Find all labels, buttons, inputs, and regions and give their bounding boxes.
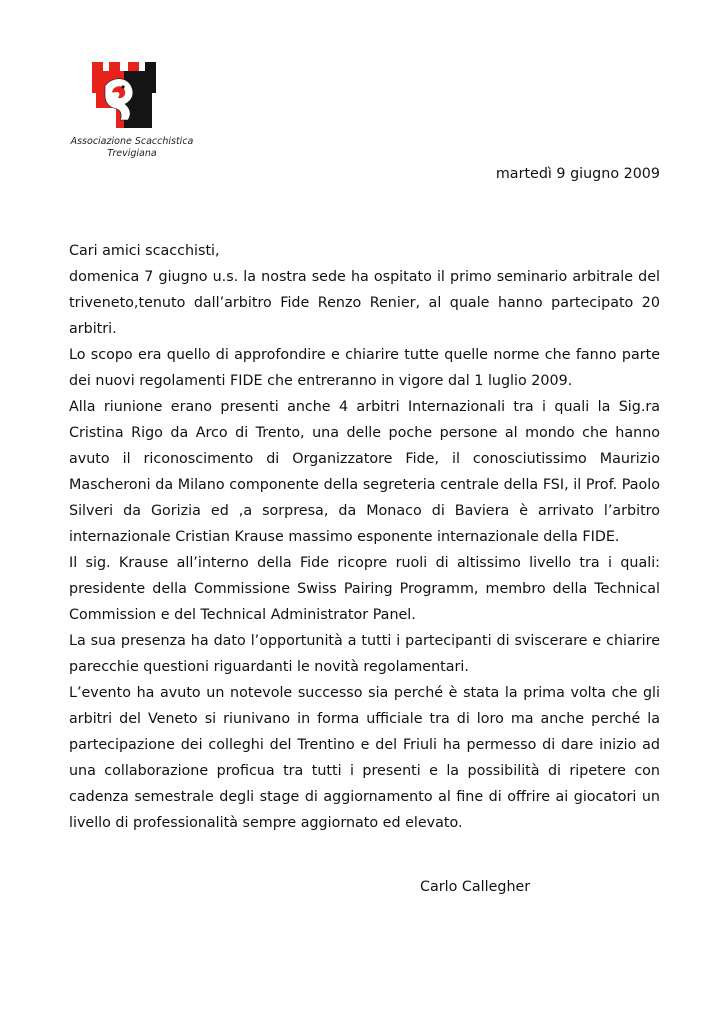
body-paragraph: domenica 7 giugno u.s. la nostra sede ha ospitato il primo seminario arbitrale del triveneto,tenuto dall’arbitro Fide Renzo Renier, al quale hanno partecipato 20 arbitri. (69, 269, 660, 337)
organization-name (62, 136, 202, 160)
letter-date: martedì 9 giugno 2009 (495, 166, 660, 182)
signature: Carlo Callegher (420, 879, 531, 895)
body-paragraph: Il sig. Krause all’interno della Fide ricopre ruoli di altissimo livello tra i quali: presidente della Commissione Swiss Pairing Programm, membro della Technical Commission e del Technical Administrator Panel. (69, 555, 660, 623)
chess-rook-logo-icon (92, 62, 156, 128)
body-paragraph: L’evento ha avuto un notevole successo sia perché è stata la prima volta che gli arbitri del Veneto si riunivano in forma ufficiale tra di loro ma anche perché la partecipazione dei colleghi del Trentino e del Friuli ha permesso di dare inizio ad una collaborazione proficua tra tutti i presenti e la possibilità di ripetere con cadenza semestrale degli stage di aggiornamento al fine di offrire ai giocatori un livello di professionalità sempre aggiornato ed elevato. (69, 685, 660, 831)
organization-name-line2: Trevigiana (107, 148, 157, 159)
greeting: Cari amici scacchisti, (69, 243, 220, 259)
body-paragraph: La sua presenza ha dato l’opportunità a tutti i partecipanti di sviscerare e chiarire parecchie questioni riguardanti le novità regolamentari. (69, 633, 660, 675)
letter-body (69, 238, 660, 836)
body-paragraph: Alla riunione erano presenti anche 4 arbitri Internazionali tra i quali la Sig.ra Cristina Rigo da Arco di Trento, una delle poche persone al mondo che hanno avuto il riconoscimento di Organizzatore Fide, il conosciutissimo Maurizio Mascheroni da Milano componente della segreteria centrale della FSI, il Prof. Paolo Silveri da Gorizia ed ,a sorpresa, da Monaco di Baviera è arrivato l’arbitro internazionale Cristian Krause massimo esponente internazionale della FIDE. (69, 399, 660, 545)
organization-name-line1: Associazione Scacchistica (70, 136, 194, 147)
body-paragraph: Lo scopo era quello di approfondire e chiarire tutte quelle norme che fanno parte dei nuovi regolamenti FIDE che entreranno in vigore dal 1 luglio 2009. (69, 347, 660, 389)
